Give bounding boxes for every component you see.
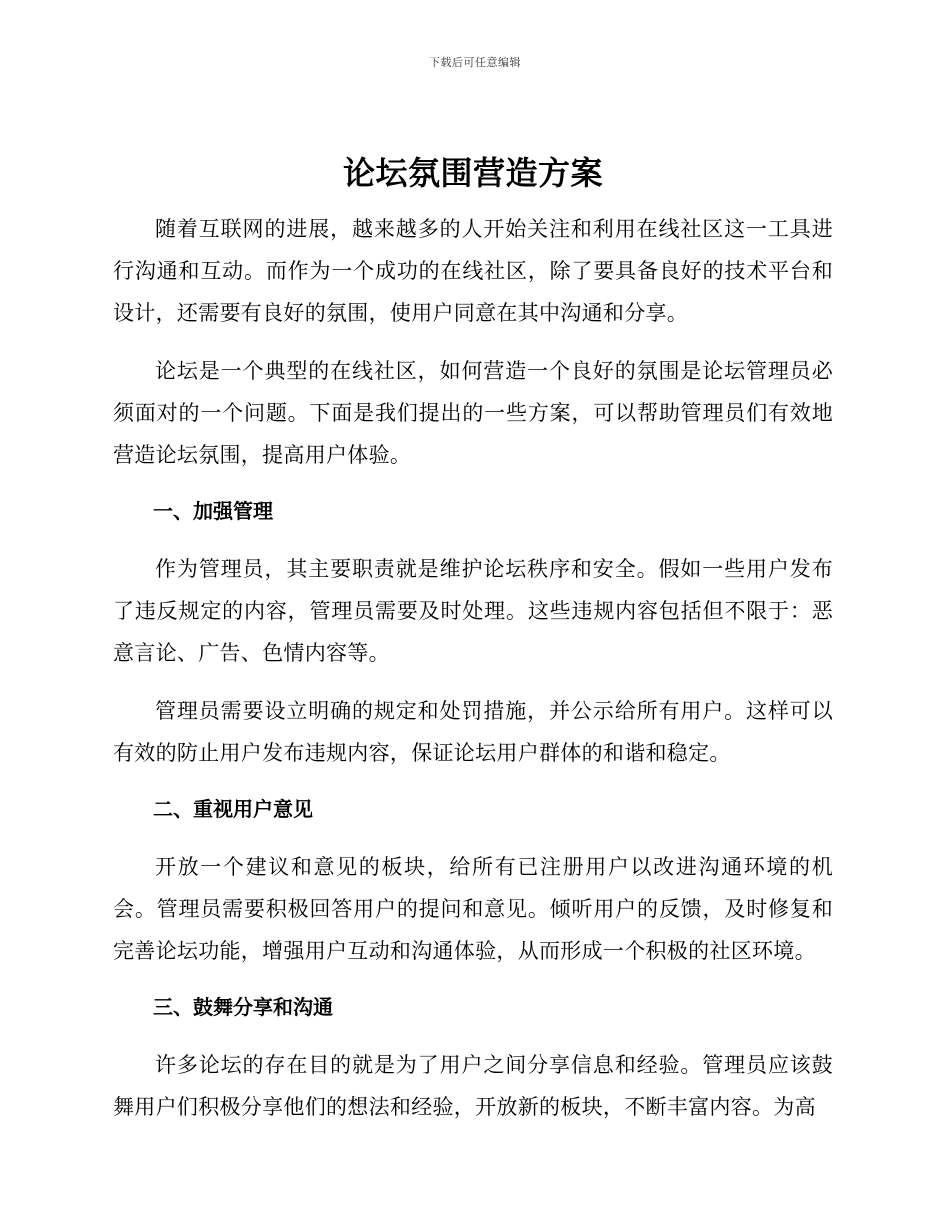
section-heading-user-feedback: 二、重视用户意见: [153, 797, 313, 821]
page-header-note: 下载后可任意编辑: [429, 56, 521, 69]
section-management-paragraph-2: 管理员需要设立明确的规定和处罚措施，并公示给所有用户。这样可以有效的防止用户发布违规内容，保证论坛用户群体的和谐和稳定。: [113, 699, 833, 765]
section-heading-management: 一、加强管理: [153, 499, 273, 523]
document-title: 论坛氛围营造方案: [342, 154, 603, 192]
intro-paragraph-1: 随着互联网的进展，越来越多的人开始关注和利用在线社区这一工具进行沟通和互动。而作为一个成功的在线社区，除了要具备良好的技术平台和设计，还需要有良好的氛围，使用户同意在其中沟通和分享。: [113, 217, 833, 325]
document-body: [113, 148, 833, 1144]
intro-paragraph-2: 论坛是一个典型的在线社区，如何营造一个良好的氛围是论坛管理员必须面对的一个问题。下面是我们提出的一些方案，可以帮助管理员们有效地营造论坛氛围，提高用户体验。: [113, 359, 833, 467]
section-sharing-paragraph-1: 许多论坛的存在目的就是为了用户之间分享信息和经验。管理员应该鼓舞用户们积极分享他们的想法和经验，开放新的板块，不断丰富内容。为高: [113, 1053, 833, 1119]
section-management-paragraph-1: 作为管理员，其主要职责就是维护论坛秩序和安全。假如一些用户发布了违反规定的内容，管理员需要及时处理。这些违规内容包括但不限于：恶意言论、广告、色情内容等。: [113, 557, 833, 665]
section-heading-sharing: 三、鼓舞分享和沟通: [153, 995, 333, 1019]
section-user-feedback-paragraph-1: 开放一个建议和意见的板块，给所有已注册用户以改进沟通环境的机会。管理员需要积极回答用户的提问和意见。倾听用户的反馈，及时修复和完善论坛功能，增强用户互动和沟通体验，从而形成一个积极的社区环境。: [113, 855, 833, 963]
